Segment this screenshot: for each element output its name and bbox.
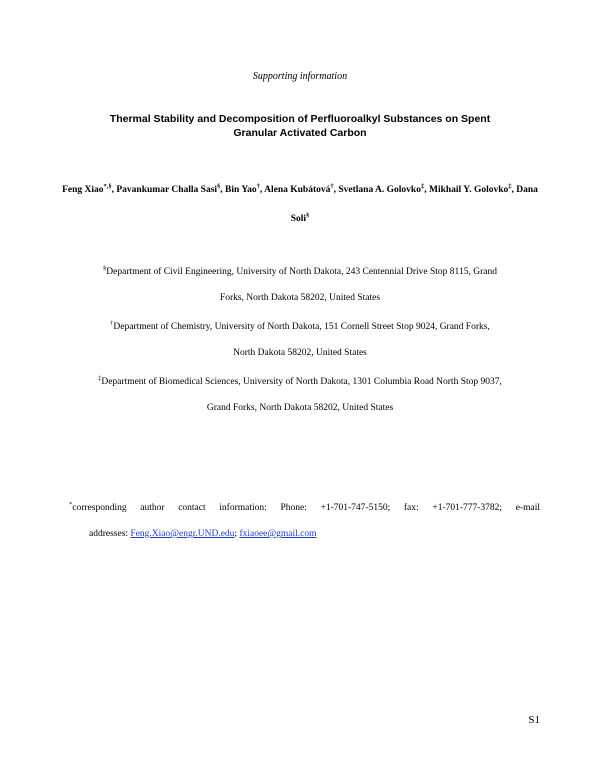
affiliation-mark: §: [103, 265, 107, 272]
affiliation-mark: ‡: [98, 375, 102, 382]
author: Dana Soli§: [290, 185, 538, 224]
paper-title-line-2: Granular Activated Carbon: [233, 127, 367, 139]
author: Bin Yao†,: [225, 183, 265, 195]
paper-title: [60, 112, 540, 140]
affiliation-mark: †: [110, 320, 114, 327]
affiliation-civil-engineering: §Department of Civil Engineering, University of North Dakota, 243 Centennial Drive Stop 8115, Grand Forks, North Dakota 58202, United States: [103, 265, 497, 303]
paper-title-line-1: Thermal Stability and Decomposition of Perfluoroalkyl Substances on Spent: [109, 113, 491, 125]
corresponding-author-contact: *corresponding author contact information: Phone: +1-701-747-5150; fax: +1-701-777-3782; e-mail addresses: Feng.Xiao@engr.UND.edu; fxiaoee@gmail.com: [69, 501, 540, 539]
affiliation-chemistry: †Department of Chemistry, University of North Dakota, 151 Cornell Street Stop 9024, Grand Forks, North Dakota 58202, United States: [110, 320, 490, 358]
author: Pavankumar Challa Sasi§,: [116, 183, 226, 195]
author: Feng Xiao*,§,: [62, 183, 117, 195]
supporting-information-label: Supporting information: [252, 71, 348, 82]
author: Alena Kubátová†,: [264, 183, 339, 195]
author: Mikhail Y. Golovko‡,: [428, 183, 517, 195]
corresponding-mark: *: [69, 501, 73, 508]
author-list: [60, 176, 540, 234]
affiliation-biomedical-sciences: ‡Department of Biomedical Sciences, University of North Dakota, 1301 Columbia Road North Stop 9037, Grand Forks, North Dakota 58202, United States: [98, 375, 502, 413]
author: Svetlana A. Golovko‡,: [338, 183, 429, 195]
page-number: S1: [528, 714, 540, 726]
email-link-feng-xiao[interactable]: Feng.Xiao@engr.UND.edu: [130, 529, 235, 539]
email-link-fxiaoee[interactable]: fxiaoee@gmail.com: [239, 529, 317, 539]
